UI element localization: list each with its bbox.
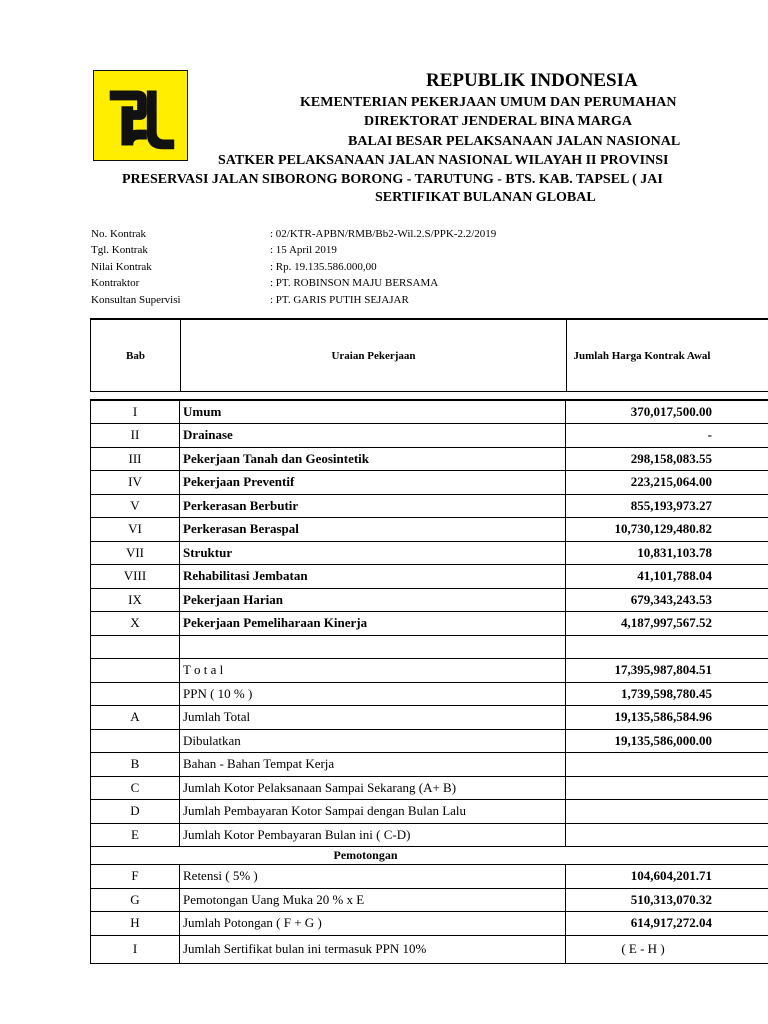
- cell-bab: IV: [91, 471, 180, 495]
- pu-logo-graphic: [94, 71, 187, 160]
- table-row: [91, 424, 768, 448]
- table-row-blank: [91, 635, 768, 659]
- cell-value-text: 298,158,083.55: [630, 450, 712, 466]
- cell-value: [566, 888, 768, 912]
- cell-value: [566, 424, 768, 448]
- table-row: [91, 494, 768, 518]
- table-row: [91, 612, 768, 636]
- cell-value-text: 370,017,500.00: [630, 404, 712, 419]
- cell-value: [566, 659, 768, 683]
- cell-value-text: 10,730,129,480.82: [614, 521, 712, 537]
- table-header: [90, 318, 768, 392]
- certificate-table: [90, 399, 768, 964]
- cell-uraian: Dibulatkan: [180, 729, 566, 753]
- cell-uraian: Jumlah Sertifikat bulan ini termasuk PPN 10%: [180, 935, 566, 963]
- summary-row: [91, 823, 768, 847]
- header-title: REPUBLIK INDONESIA: [426, 70, 638, 91]
- table-row: [91, 565, 768, 589]
- table-row: [91, 588, 768, 612]
- cell-value: [566, 588, 768, 612]
- cell-value-text: 17,395,987,804.51: [614, 662, 712, 678]
- cell-uraian: Pekerjaan Tanah dan Geosintetik: [180, 447, 566, 471]
- table-row: [91, 471, 768, 495]
- cell-uraian: Rehabilitasi Jembatan: [180, 565, 566, 589]
- cell-value-text: 1,739,598,780.45: [621, 685, 712, 701]
- cell-value-text: 855,193,973.27: [630, 497, 712, 513]
- cell-bab: A: [91, 706, 180, 730]
- summary-row: [91, 706, 768, 730]
- cell-bab: VIII: [91, 565, 180, 589]
- cell-empty: [180, 635, 566, 659]
- cell-bab: [91, 682, 180, 706]
- header-uraian: Uraian Pekerjaan: [331, 349, 416, 362]
- deduction-row: [91, 912, 768, 936]
- cell-value-text: ( E - H ): [621, 941, 665, 956]
- cell-uraian: Drainase: [180, 424, 566, 448]
- cell-uraian: Jumlah Kotor Pembayaran Bulan ini ( C-D): [180, 823, 566, 847]
- cell-uraian: Bahan - Bahan Tempat Kerja: [180, 753, 566, 777]
- cell-value: [566, 706, 768, 730]
- cell-bab: I: [91, 400, 180, 424]
- cell-value-text: -: [707, 427, 712, 443]
- section-title-text: Pemotongan: [333, 848, 398, 862]
- cell-uraian: Retensi ( 5% ): [180, 865, 566, 889]
- header-directorate: DIREKTORAT JENDERAL BINA MARGA: [364, 114, 632, 129]
- cell-bab: D: [91, 800, 180, 824]
- cell-value: [566, 729, 768, 753]
- cell-value-text: 19,135,586,000.00: [614, 732, 712, 748]
- cell-uraian: T o t a l: [180, 659, 566, 683]
- cell-value: [566, 518, 768, 542]
- cell-value-text: 510,313,070.32: [630, 891, 712, 907]
- cell-value-text: 19,135,586,584.96: [614, 709, 712, 725]
- cell-value: [566, 471, 768, 495]
- cell-value: [566, 753, 768, 777]
- cell-bab: E: [91, 823, 180, 847]
- cell-value-text: 104,604,201.71: [630, 868, 712, 884]
- cell-bab: VII: [91, 541, 180, 565]
- cell-bab: H: [91, 912, 180, 936]
- cell-bab: II: [91, 424, 180, 448]
- info-value: : 02/KTR-APBN/RMB/Bb2-Wil.2.S/PPK-2.2/2019: [270, 228, 497, 240]
- cell-value: [566, 494, 768, 518]
- cell-bab: [91, 729, 180, 753]
- deduction-row: [91, 888, 768, 912]
- cell-uraian: Jumlah Pembayaran Kotor Sampai dengan Bulan Lalu: [180, 800, 566, 824]
- cell-bab: III: [91, 447, 180, 471]
- cell-value: [566, 800, 768, 824]
- header-jumlah: Jumlah Harga Kontrak Awal: [573, 349, 711, 362]
- cell-uraian: Pekerjaan Pemeliharaan Kinerja: [180, 612, 566, 636]
- cell-value-text: 223,215,064.00: [630, 474, 712, 490]
- table-row: [91, 447, 768, 471]
- cell-value-text: 4,187,997,567.52: [621, 615, 712, 631]
- cell-value: [566, 400, 768, 424]
- info-value: : 15 April 2019: [270, 244, 337, 257]
- cell-uraian: Jumlah Total: [180, 706, 566, 730]
- info-value: : PT. GARIS PUTIH SEJAJAR: [270, 293, 409, 306]
- summary-row: [91, 776, 768, 800]
- cell-bab: IX: [91, 588, 180, 612]
- cell-uraian: Pemotongan Uang Muka 20 % x E: [180, 888, 566, 912]
- final-row: [91, 935, 768, 963]
- cell-value: [566, 823, 768, 847]
- header-bab: Bab: [126, 349, 145, 362]
- header-balai: BALAI BESAR PELAKSANAAN JALAN NASIONAL: [348, 134, 681, 149]
- cell-uraian: Pekerjaan Preventif: [180, 471, 566, 495]
- info-label: Kontraktor: [91, 277, 140, 290]
- cell-bab: I: [91, 935, 180, 963]
- table-row: [91, 400, 768, 424]
- cell-uraian: Struktur: [180, 541, 566, 565]
- table-row: [91, 541, 768, 565]
- header-project: PRESERVASI JALAN SIBORONG BORONG - TARUTUNG - BTS. KAB. TAPSEL ( JAI: [122, 172, 663, 187]
- cell-bab: V: [91, 494, 180, 518]
- cell-value: [566, 541, 768, 565]
- cell-uraian: Umum: [180, 400, 566, 424]
- summary-row: [91, 729, 768, 753]
- cell-value: [566, 935, 768, 963]
- cell-value-text: 614,917,272.04: [630, 915, 712, 931]
- info-label: Nilai Kontrak: [91, 260, 152, 273]
- cell-value-text: 679,343,243.53: [630, 591, 712, 607]
- cell-bab: G: [91, 888, 180, 912]
- cell-value: [566, 682, 768, 706]
- cell-bab: B: [91, 753, 180, 777]
- summary-row: [91, 753, 768, 777]
- header-document-title: SERTIFIKAT BULANAN GLOBAL: [375, 190, 596, 205]
- cell-empty: [566, 635, 768, 659]
- cell-value-text: 10,831,103.78: [637, 544, 712, 560]
- header-satker: SATKER PELAKSANAAN JALAN NASIONAL WILAYAH II PROVINSI: [218, 153, 669, 168]
- cell-uraian: Perkerasan Berbutir: [180, 494, 566, 518]
- cell-value: [566, 865, 768, 889]
- section-row-pemotongan: [91, 847, 768, 865]
- header-ministry: KEMENTERIAN PEKERJAAN UMUM DAN PERUMAHAN: [300, 95, 677, 110]
- summary-row: [91, 682, 768, 706]
- cell-bab: X: [91, 612, 180, 636]
- info-label: Konsultan Supervisi: [91, 293, 181, 306]
- cell-value: [566, 776, 768, 800]
- cell-value: [566, 612, 768, 636]
- section-title: [91, 847, 768, 865]
- cell-uraian: Pekerjaan Harian: [180, 588, 566, 612]
- table-row: [91, 518, 768, 542]
- deduction-row: [91, 865, 768, 889]
- cell-uraian: PPN ( 10 % ): [180, 682, 566, 706]
- cell-value-text: 41,101,788.04: [637, 568, 712, 584]
- summary-row: [91, 659, 768, 683]
- pu-logo-icon: [93, 70, 188, 161]
- info-value: : PT. ROBINSON MAJU BERSAMA: [270, 277, 439, 290]
- info-value: : Rp. 19.135.586.000,00: [270, 260, 377, 273]
- cell-value: [566, 912, 768, 936]
- cell-value: [566, 565, 768, 589]
- info-label: Tgl. Kontrak: [91, 244, 148, 257]
- cell-bab: [91, 659, 180, 683]
- cell-uraian: Perkerasan Beraspal: [180, 518, 566, 542]
- info-label: No. Kontrak: [91, 228, 146, 240]
- cell-value: [566, 447, 768, 471]
- cell-bab: VI: [91, 518, 180, 542]
- cell-uraian: Jumlah Kotor Pelaksanaan Sampai Sekarang (A+ B): [180, 776, 566, 800]
- cell-bab: F: [91, 865, 180, 889]
- cell-bab: C: [91, 776, 180, 800]
- cell-empty: [91, 635, 180, 659]
- cell-uraian: Jumlah Potongan ( F + G ): [180, 912, 566, 936]
- summary-row: [91, 800, 768, 824]
